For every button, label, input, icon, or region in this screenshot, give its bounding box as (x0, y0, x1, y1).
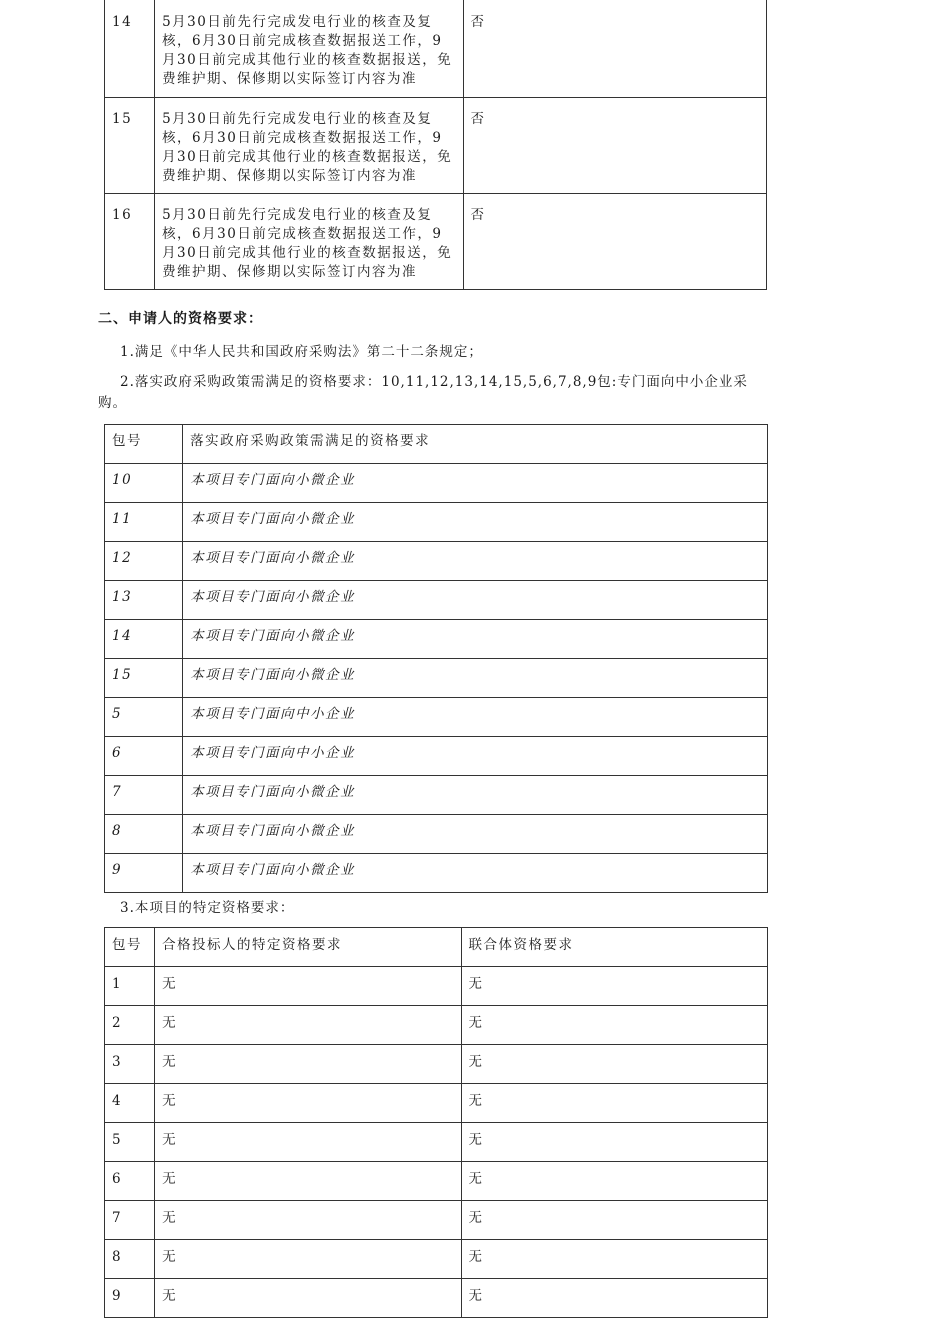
special-requirement: 无 (162, 1132, 178, 1148)
column-header: 包号 (112, 937, 142, 953)
policy-requirement: 本项目专门面向小微企业 (190, 628, 356, 644)
requirement-item-1: 1.满足《中华人民共和国政府采购法》第二十二条规定； (120, 344, 483, 360)
policy-requirement: 本项目专门面向小微企业 (190, 667, 356, 683)
table-row (105, 967, 768, 1006)
joint-requirement: 无 (468, 1015, 484, 1031)
table-row (105, 503, 768, 542)
package-number: 9 (112, 862, 123, 878)
column-header: 合格投标人的特定资格要求 (162, 937, 343, 953)
special-requirement: 无 (162, 1093, 178, 1109)
table-row (105, 194, 767, 290)
table-row (105, 1123, 768, 1162)
policy-requirements-table (104, 424, 768, 893)
table-row (105, 776, 768, 815)
package-number: 6 (112, 1171, 123, 1187)
special-requirement: 无 (162, 976, 178, 992)
joint-requirement: 无 (468, 1054, 484, 1070)
joint-requirement: 无 (468, 1288, 484, 1304)
policy-requirement: 本项目专门面向小微企业 (190, 511, 356, 527)
policy-requirement: 本项目专门面向中小企业 (190, 706, 356, 722)
package-number: 9 (112, 1288, 123, 1304)
table-row (105, 698, 768, 737)
policy-requirement: 本项目专门面向小微企业 (190, 550, 356, 566)
package-schedule-table (104, 0, 767, 290)
policy-requirement: 本项目专门面向小微企业 (190, 823, 356, 839)
package-number: 2 (112, 1015, 123, 1031)
flag-value: 否 (470, 207, 486, 223)
requirement-item-2: 2.落实政府采购政策需满足的资格要求：10,11,12,13,14,15,5,6,7,8,9包:专门面向中小企业采购。 (98, 374, 748, 411)
package-number: 16 (112, 207, 133, 223)
package-number: 7 (112, 1210, 123, 1226)
special-requirement: 无 (162, 1288, 178, 1304)
joint-requirement: 无 (468, 1132, 484, 1148)
package-number: 5 (112, 1132, 123, 1148)
package-number: 8 (112, 823, 123, 839)
package-number: 3 (112, 1054, 123, 1070)
table-row (105, 854, 768, 893)
policy-requirement: 本项目专门面向中小企业 (190, 745, 356, 761)
table-row (105, 1084, 768, 1123)
package-number: 8 (112, 1249, 123, 1265)
joint-requirement: 无 (468, 1093, 484, 1109)
special-requirement: 无 (162, 1171, 178, 1187)
column-header: 联合体资格要求 (468, 937, 574, 953)
package-number: 6 (112, 745, 123, 761)
table-row (105, 581, 768, 620)
policy-requirement: 本项目专门面向小微企业 (190, 784, 356, 800)
table-header-row (105, 425, 768, 464)
package-number: 10 (112, 472, 133, 488)
table-row (105, 620, 768, 659)
package-number: 4 (112, 1093, 123, 1109)
package-number: 7 (112, 784, 123, 800)
requirement-item-3: 3.本项目的特定资格要求： (120, 900, 295, 916)
package-number: 14 (112, 14, 133, 30)
package-number: 1 (112, 976, 123, 992)
table-row (105, 659, 768, 698)
section-heading: 二、申请人的资格要求： (98, 311, 263, 327)
table-row (105, 737, 768, 776)
package-number: 15 (112, 111, 133, 127)
schedule-description: 5月30日前先行完成发电行业的核查及复核，6月30日前完成核查数据报送工作，9月30日前完成其他行业的核查数据报送，免费维护期、保修期以实际签订内容为准 (162, 207, 453, 280)
table-row (105, 542, 768, 581)
policy-requirement: 本项目专门面向小微企业 (190, 472, 356, 488)
joint-requirement: 无 (468, 1210, 484, 1226)
table-header-row (105, 928, 768, 967)
specific-qualifications-table (104, 927, 768, 1318)
joint-requirement: 无 (468, 976, 484, 992)
flag-value: 否 (470, 14, 486, 30)
package-number: 12 (112, 550, 133, 566)
special-requirement: 无 (162, 1210, 178, 1226)
joint-requirement: 无 (468, 1171, 484, 1187)
policy-requirement: 本项目专门面向小微企业 (190, 589, 356, 605)
table-row (105, 1045, 768, 1084)
table-row (105, 1162, 768, 1201)
joint-requirement: 无 (468, 1249, 484, 1265)
policy-requirement: 本项目专门面向小微企业 (190, 862, 356, 878)
column-header: 包号 (112, 433, 142, 449)
schedule-description: 5月30日前先行完成发电行业的核查及复核，6月30日前完成核查数据报送工作，9月30日前完成其他行业的核查数据报送，免费维护期、保修期以实际签订内容为准 (162, 111, 453, 184)
table-row (105, 1279, 768, 1318)
table-row (105, 815, 768, 854)
table-row (105, 1240, 768, 1279)
package-number: 11 (112, 511, 133, 527)
package-number: 5 (112, 706, 123, 722)
table-row (105, 0, 767, 98)
schedule-description: 5月30日前先行完成发电行业的核查及复核，6月30日前完成核查数据报送工作，9月30日前完成其他行业的核查数据报送，免费维护期、保修期以实际签订内容为准 (162, 14, 453, 87)
table-row (105, 464, 768, 503)
table-row (105, 1201, 768, 1240)
special-requirement: 无 (162, 1249, 178, 1265)
table-row (105, 1006, 768, 1045)
flag-value: 否 (470, 111, 486, 127)
column-header: 落实政府采购政策需满足的资格要求 (190, 433, 431, 449)
special-requirement: 无 (162, 1054, 178, 1070)
package-number: 13 (112, 589, 133, 605)
package-number: 14 (112, 628, 133, 644)
table-row (105, 98, 767, 194)
special-requirement: 无 (162, 1015, 178, 1031)
package-number: 15 (112, 667, 133, 683)
